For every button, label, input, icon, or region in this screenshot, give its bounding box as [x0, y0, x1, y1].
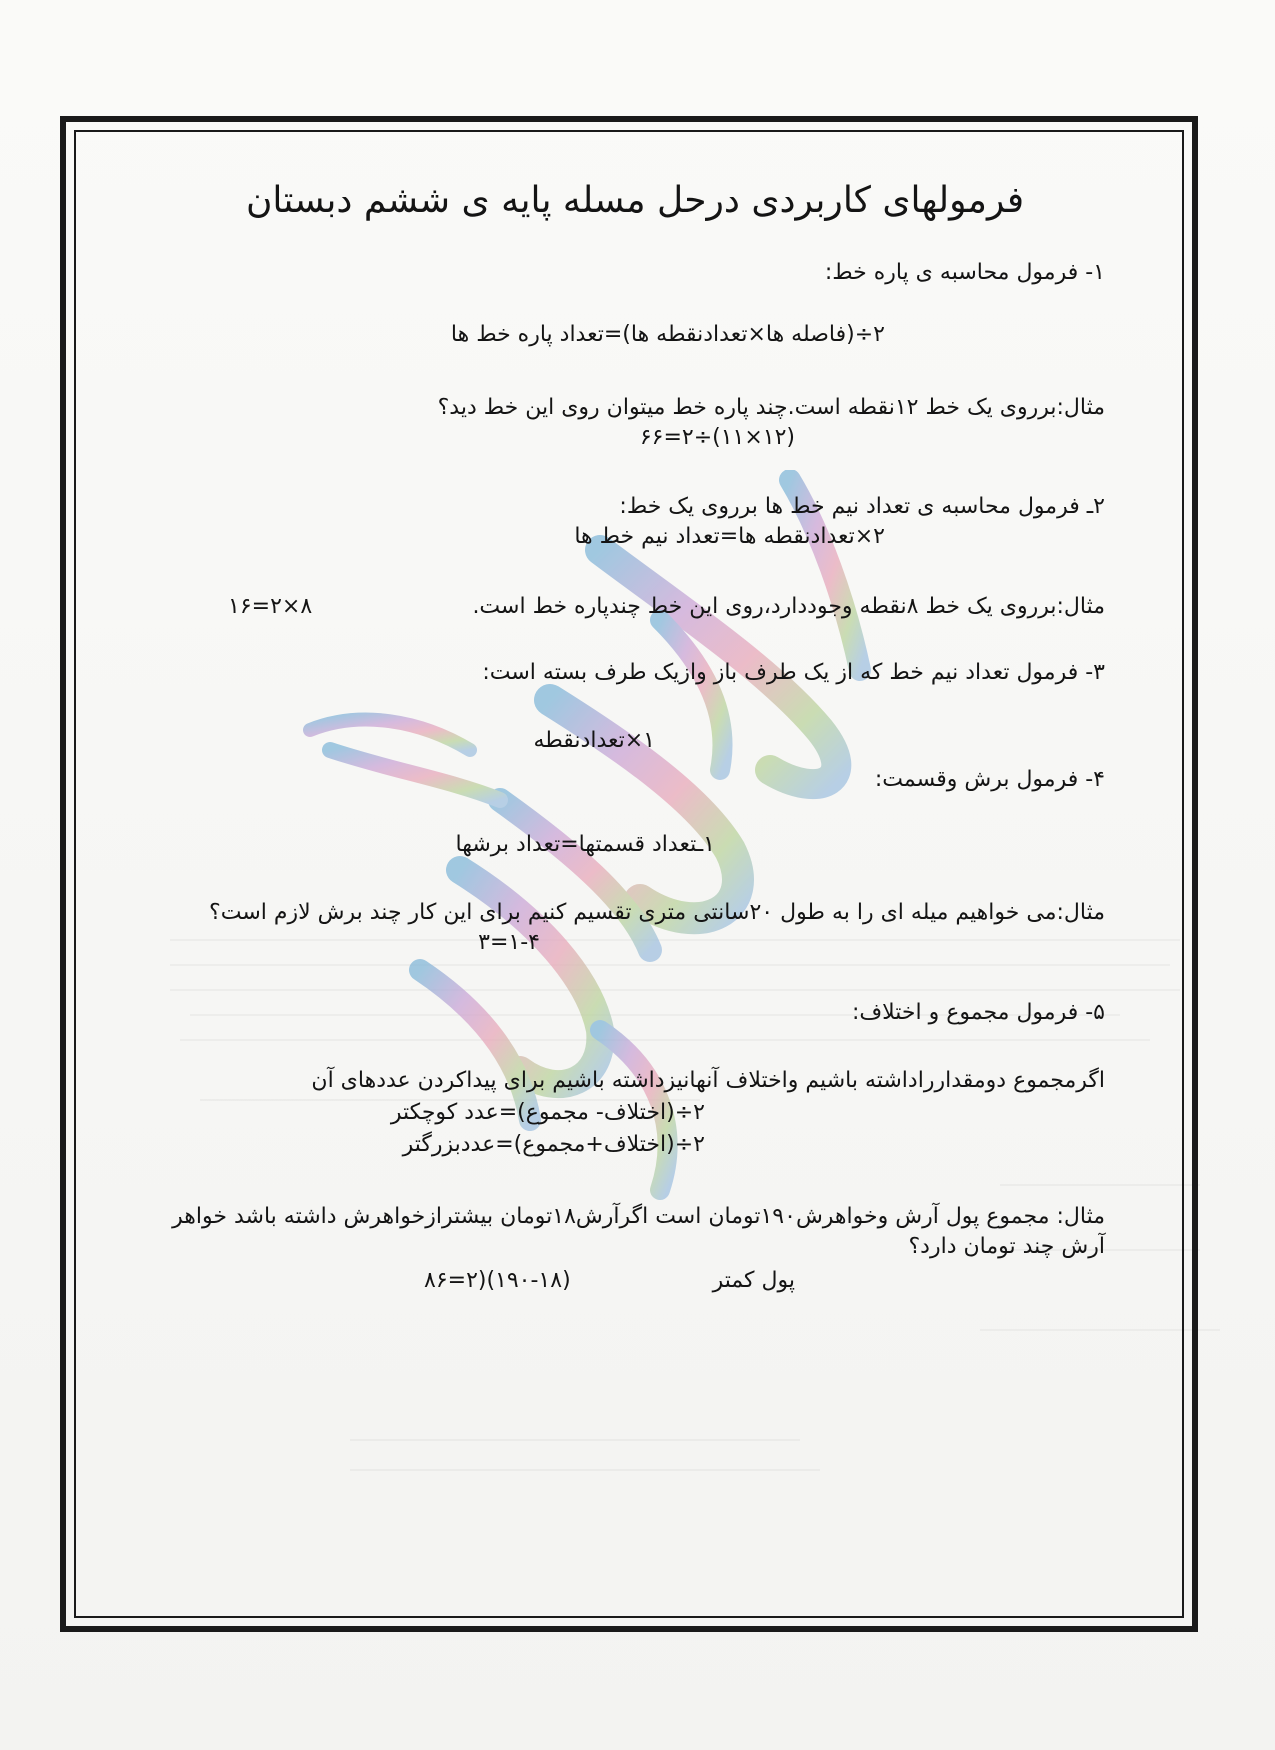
- page-title: فرمولهای کاربردی درحل مسله پایه ی ششم دبستان: [245, 180, 1025, 221]
- section-2-example: مثال:برروی یک خط ۸نقطه وجوددارد،روی این خط چندپاره خط است.: [472, 594, 1105, 619]
- section-5-example-answer: ۸۶=۲)(۱۹۰-۱۸): [424, 1268, 571, 1293]
- section-4-example-answer: ۳=۱-۴: [478, 930, 540, 955]
- section-4-formula: ۱ـتعداد قسمتها=تعداد برشها: [455, 832, 715, 857]
- section-1-formula: ۲÷(فاصله ها×تعدادنقطه ها)=تعداد پاره خط ها: [450, 322, 885, 347]
- section-5-heading: ۵- فرمول مجموع و اختلاف:: [851, 1000, 1105, 1025]
- section-2-example-answer: ۱۶=۲×۸: [228, 594, 313, 619]
- section-1-heading: ۱- فرمول محاسبه ی پاره خط:: [824, 260, 1105, 285]
- section-5-formula-larger: ۲÷(اختلاف+مجموع)=عددبزرگتر: [402, 1132, 705, 1157]
- section-4-example: مثال:می خواهیم میله ای را به طول ۲۰سانتی متری تقسیم کنیم برای این کار چند برش لازم است؟: [209, 900, 1105, 925]
- section-5-example-label: پول کمتر: [712, 1268, 795, 1293]
- section-1-example-answer: ۶۶=۲÷(۱۱×۱۲): [639, 425, 795, 450]
- section-2-heading: ۲ـ فرمول محاسبه ی تعداد نیم خط ها برروی یک خط:: [619, 494, 1105, 519]
- section-3-heading: ۳- فرمول تعداد نیم خط که از یک طرف باز وازیک طرف بسته است:: [482, 660, 1105, 685]
- section-1-example: مثال:برروی یک خط ۱۲نقطه است.چند پاره خط میتوان روی این خط دید؟: [437, 395, 1105, 420]
- section-5-example: مثال: مجموع پول آرش وخواهرش۱۹۰تومان است اگرآرش۱۸تومان بیشترازخواهرش داشته باشد خواهر آرش چند تومان دارد؟: [172, 1204, 1105, 1259]
- section-5-formula-smaller: ۲÷(اختلاف- مجموع)=عدد کوچکتر: [390, 1100, 705, 1125]
- section-3-formula: ۱×تعدادنقطه: [533, 728, 655, 753]
- section-5-intro: اگرمجموع دومقدارراداشته باشیم واختلاف آنهانیزداشته باشیم برای پیداکردن عددهای آن: [311, 1068, 1105, 1093]
- section-2-formula: ۲×تعدادنقطه ها=تعداد نیم خط ها: [574, 524, 885, 549]
- page-border-inner: [74, 130, 1184, 1618]
- section-4-heading: ۴- فرمول برش وقسمت:: [874, 767, 1105, 792]
